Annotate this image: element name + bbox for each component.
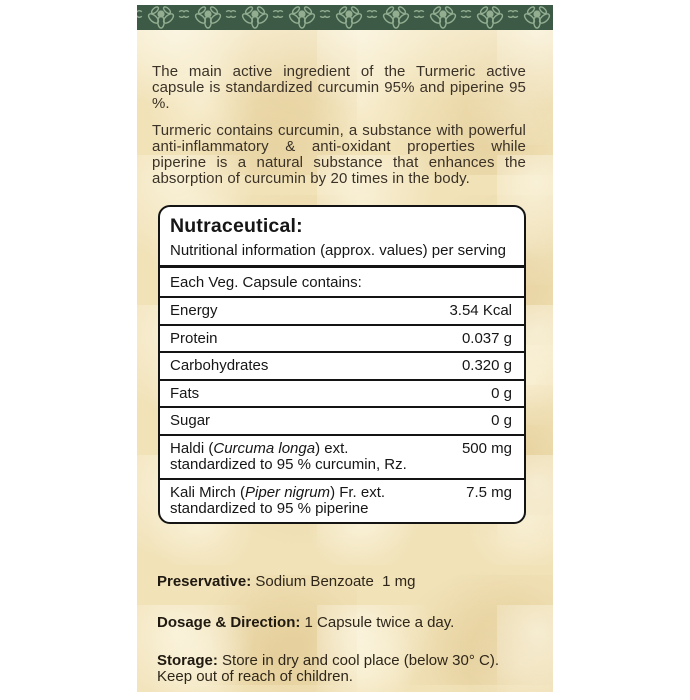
- intro-section: [152, 30, 526, 205]
- table-section-header: Each Veg. Capsule contains:: [160, 265, 524, 296]
- row-value: 7.5 mg: [466, 483, 512, 501]
- preservative-label: Preservative:: [157, 572, 252, 590]
- table-row-haldi-extract: [160, 434, 524, 478]
- row-label-text: Kali Mirch (: [170, 483, 246, 501]
- botanical-name: Piper nigrum: [245, 483, 331, 501]
- nutrition-facts-table: [158, 205, 526, 524]
- row-label: [170, 441, 407, 473]
- row-value: 500 mg: [461, 439, 512, 457]
- preservative-value: Sodium Benzoate 1 mg: [255, 572, 416, 590]
- product-label: [137, 5, 553, 692]
- dosage-line: [157, 590, 526, 631]
- intro-paragraph-1: The main active ingredient of the Turmeric active capsule is standardized curcumin 95% and piperine 95 %.: [152, 63, 526, 112]
- table-row-fats: [160, 379, 524, 407]
- storage-value: Store in dry and cool place (below 30° C). Keep out of reach of children.: [157, 651, 499, 685]
- row-value: 3.54 Kcal: [449, 302, 512, 319]
- table-row-protein: [160, 324, 524, 352]
- row-label: [170, 485, 385, 517]
- table-row-sugar: [160, 406, 524, 434]
- table-row-energy: [160, 296, 524, 324]
- storage-line: [157, 631, 526, 685]
- botanical-name: Curcuma longa: [213, 439, 316, 457]
- floral-border-icon: [137, 5, 553, 30]
- preservative-line: [157, 524, 526, 590]
- row-label: Carbohydrates: [170, 357, 269, 374]
- row-value: 0 g: [491, 412, 512, 429]
- row-label: Protein: [170, 329, 218, 347]
- row-value: 0.320 g: [461, 357, 512, 374]
- row-label-text: ) ext.: [315, 439, 349, 457]
- intro-paragraph-2: Turmeric contains curcumin, a substance with powerful anti-inflammatory & anti-oxidant properties while piperine is a natural substance that enhances the absorption of curcumin by 20 times in the body.: [152, 122, 526, 187]
- table-header: [160, 207, 524, 265]
- row-label: Fats: [170, 384, 200, 402]
- row-label-line2: standardized to 95 % piperine: [170, 500, 369, 517]
- row-label: Energy: [170, 302, 218, 319]
- row-label-line2: standardized to 95 % curcumin, Rz.: [170, 456, 407, 473]
- row-label: Sugar: [170, 412, 211, 429]
- dosage-label: Dosage & Direction:: [157, 613, 301, 631]
- row-value: 0 g: [491, 384, 512, 402]
- table-title: Nutraceutical:: [170, 215, 303, 237]
- row-label-text: Haldi (: [170, 439, 214, 457]
- label-content: [137, 30, 553, 685]
- table-row-kali-mirch-extract: [160, 478, 524, 522]
- table-row-carbohydrates: [160, 351, 524, 379]
- table-subtitle: Nutritional information (approx. values) per serving: [170, 242, 506, 259]
- dosage-value: 1 Capsule twice a day.: [304, 613, 455, 631]
- storage-label: Storage:: [157, 651, 218, 669]
- row-label-text: ) Fr. ext.: [330, 483, 386, 501]
- row-value: 0.037 g: [461, 329, 512, 347]
